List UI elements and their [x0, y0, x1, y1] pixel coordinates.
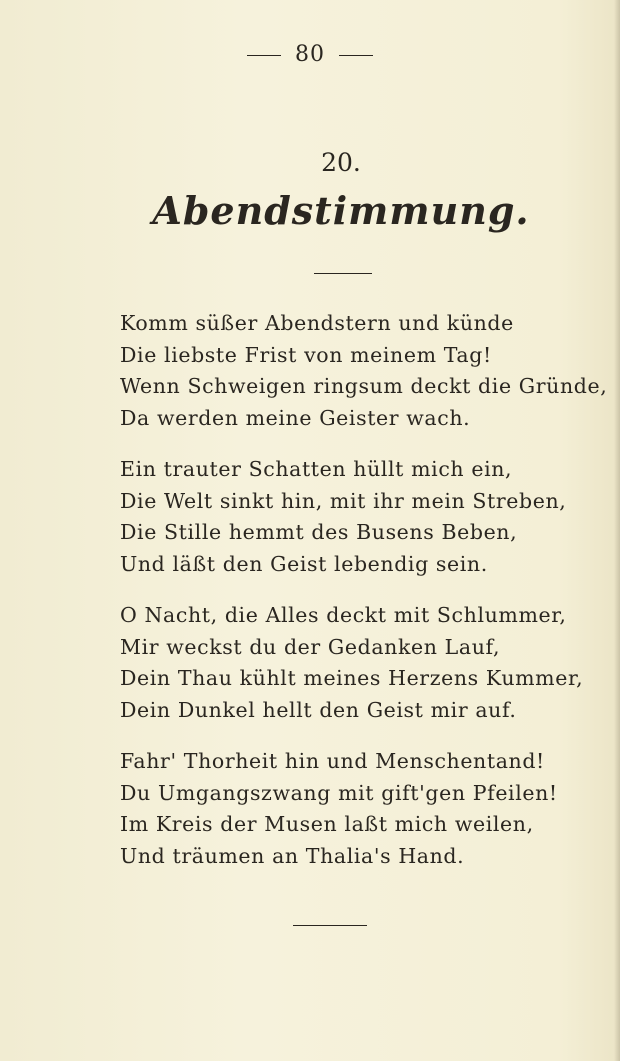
poem-line: Im Kreis der Musen laßt mich weilen,	[120, 812, 534, 836]
page-edge-shadow	[614, 0, 620, 1061]
poem-line: Und läßt den Geist lebendig sein.	[120, 551, 488, 576]
poem-number: 20.	[321, 148, 361, 177]
page-number-left-dash	[247, 55, 281, 56]
poem-line: Die liebste Frist von meinem Tag!	[120, 342, 492, 367]
poem-line: Fahr' Thorheit hin und Menschentand!	[120, 749, 545, 773]
poem-line: Die Welt sinkt hin, mit ihr mein Streben,	[120, 488, 567, 513]
stanza-4	[120, 746, 590, 872]
poem-line: Wenn Schweigen ringsum deckt die Gründe,	[120, 374, 608, 398]
page-number: 80	[295, 42, 325, 67]
poem-line: Ein trauter Schatten hüllt mich ein,	[120, 457, 513, 481]
poem-title: Abendstimmung.	[152, 188, 530, 233]
poem-line: O Nacht, die Alles deckt mit Schlummer,	[120, 603, 567, 627]
page-number-header	[0, 42, 620, 67]
page-number-right-dash	[339, 55, 373, 56]
stanza-2	[120, 454, 590, 580]
poem-body	[120, 308, 608, 892]
stanza-3	[120, 600, 590, 726]
poem-line: Dein Thau kühlt meines Herzens Kummer,	[120, 666, 584, 690]
closing-rule	[293, 925, 367, 926]
poem-line: Und träumen an Thalia's Hand.	[120, 843, 465, 868]
poem-line: Die Stille hemmt des Busens Beben,	[120, 520, 518, 544]
stanza-1	[120, 308, 608, 434]
poem-line: Da werden meine Geister wach.	[120, 405, 471, 430]
poem-line: Komm süßer Abendstern und künde	[120, 311, 514, 335]
title-rule	[314, 273, 372, 274]
poem-line: Dein Dunkel hellt den Geist mir auf.	[120, 697, 517, 722]
poem-line: Du Umgangszwang mit gift'gen Pfeilen!	[120, 780, 558, 805]
poem-line: Mir weckst du der Gedanken Lauf,	[120, 634, 501, 659]
